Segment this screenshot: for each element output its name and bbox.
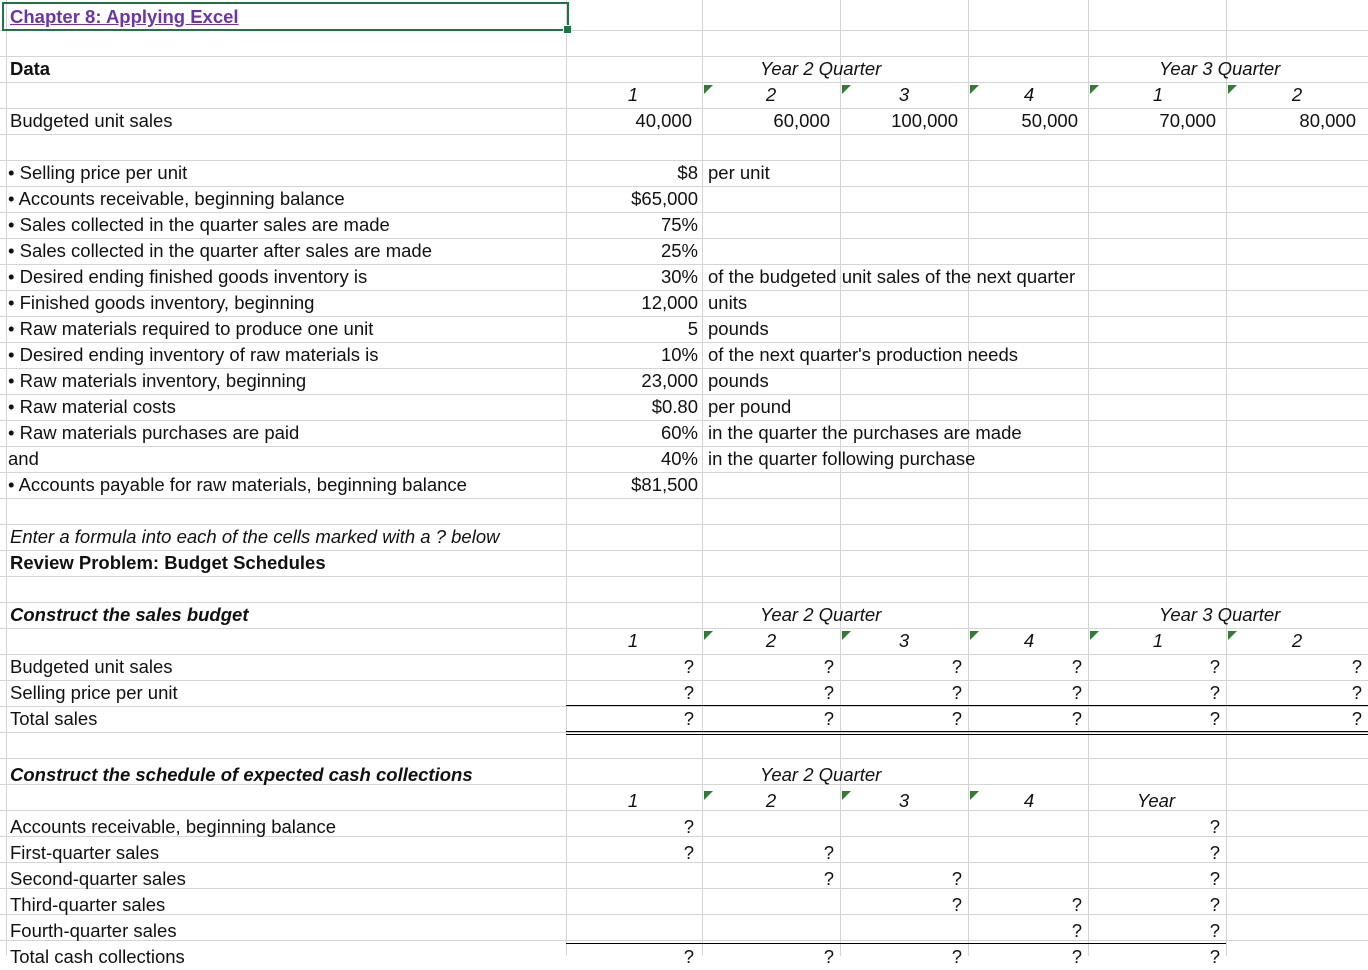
- cash-year-header: Year: [1137, 790, 1176, 811]
- assumption-value: 40%: [660, 448, 698, 469]
- assumption-note: in the quarter following purchase: [708, 448, 976, 469]
- assumption-note: pounds: [708, 318, 769, 339]
- cash-collections-row-label: Second-quarter sales: [10, 868, 186, 889]
- formula-cell: ?: [683, 682, 694, 703]
- budgeted-unit-sales-value: 50,000: [1021, 110, 1078, 131]
- column-gridline: [702, 0, 703, 956]
- formula-cell: ?: [823, 946, 834, 967]
- assumption-label: and: [8, 448, 39, 469]
- error-indicator-icon[interactable]: [704, 85, 713, 94]
- formula-cell: ?: [1209, 708, 1220, 729]
- assumption-label: • Desired ending finished goods inventory is: [8, 266, 368, 287]
- quarter-number: 3: [898, 790, 910, 811]
- formula-cell: ?: [1209, 894, 1220, 915]
- quarter-number: 2: [1291, 630, 1303, 651]
- formula-cell: ?: [1351, 708, 1362, 729]
- year2-quarter-header: Year 2 Quarter: [760, 58, 882, 79]
- row-gridline: [0, 134, 1368, 135]
- total-underline: [566, 734, 1368, 735]
- sales-year3-quarter-header: Year 3 Quarter: [1159, 604, 1281, 625]
- quarter-number: 4: [1023, 790, 1035, 811]
- budgeted-unit-sales-value: 40,000: [635, 110, 692, 131]
- formula-cell: ?: [683, 708, 694, 729]
- assumption-label: • Finished goods inventory, beginning: [8, 292, 315, 313]
- budgeted-unit-sales-value: 100,000: [891, 110, 958, 131]
- error-indicator-icon[interactable]: [1090, 85, 1099, 94]
- formula-cell: ?: [1209, 816, 1220, 837]
- assumption-note: in the quarter the purchases are made: [708, 422, 1022, 443]
- formula-cell: ?: [1071, 708, 1082, 729]
- cash-year2-quarter-header: Year 2 Quarter: [760, 764, 882, 785]
- formula-cell: ?: [1209, 868, 1220, 889]
- formula-cell: ?: [823, 656, 834, 677]
- assumption-label: • Sales collected in the quarter after sales are made: [8, 240, 432, 261]
- row-gridline: [0, 498, 1368, 499]
- quarter-number: 3: [898, 630, 910, 651]
- sales-budget-row-label: Selling price per unit: [10, 682, 178, 703]
- formula-cell: ?: [823, 708, 834, 729]
- assumption-label: • Raw materials required to produce one unit: [8, 318, 374, 339]
- total-underline: [566, 731, 1368, 732]
- assumption-note: per unit: [708, 162, 770, 183]
- quarter-number: 1: [627, 630, 639, 651]
- formula-cell: ?: [683, 656, 694, 677]
- formula-cell: ?: [951, 946, 962, 967]
- sales-budget-row-label: Budgeted unit sales: [10, 656, 173, 677]
- assumption-value: 25%: [660, 240, 698, 261]
- formula-cell: ?: [1209, 842, 1220, 863]
- budgeted-unit-sales-value: 70,000: [1159, 110, 1216, 131]
- assumption-value: $8: [677, 162, 698, 183]
- cash-collections-row-label: Accounts receivable, beginning balance: [10, 816, 337, 837]
- data-header: Data: [10, 58, 51, 79]
- assumption-value: 60%: [660, 422, 698, 443]
- quarter-number: 1: [627, 790, 639, 811]
- error-indicator-icon[interactable]: [842, 631, 851, 640]
- error-indicator-icon[interactable]: [704, 631, 713, 640]
- budgeted-unit-sales-label: Budgeted unit sales: [10, 110, 173, 131]
- formula-cell: ?: [1209, 920, 1220, 941]
- assumption-note: pounds: [708, 370, 769, 391]
- assumption-label: • Desired ending inventory of raw materials is: [8, 344, 379, 365]
- quarter-number: 3: [898, 84, 910, 105]
- error-indicator-icon[interactable]: [1228, 85, 1237, 94]
- formula-cell: ?: [951, 868, 962, 889]
- cash-collections-row-label: Third-quarter sales: [10, 894, 166, 915]
- column-gridline: [840, 0, 841, 956]
- budgeted-unit-sales-value: 60,000: [773, 110, 830, 131]
- formula-cell: ?: [823, 682, 834, 703]
- assumption-note: of the next quarter's production needs: [708, 344, 1019, 365]
- assumption-label: • Accounts receivable, beginning balance: [8, 188, 345, 209]
- year3-quarter-header: Year 3 Quarter: [1159, 58, 1281, 79]
- formula-cell: ?: [1071, 946, 1082, 967]
- row-gridline: [0, 576, 1368, 577]
- assumption-value: 10%: [660, 344, 698, 365]
- cash-collections-row-label: Total cash collections: [10, 946, 185, 967]
- formula-cell: ?: [1351, 656, 1362, 677]
- sales-budget-heading: Construct the sales budget: [10, 604, 249, 625]
- formula-cell: ?: [1071, 656, 1082, 677]
- row-gridline: [0, 758, 1368, 759]
- instruction-text: Enter a formula into each of the cells marked with a ? below: [10, 526, 500, 547]
- assumption-value: 30%: [660, 266, 698, 287]
- formula-cell: ?: [1071, 682, 1082, 703]
- formula-cell: ?: [951, 656, 962, 677]
- quarter-number: 2: [765, 630, 777, 651]
- formula-cell: ?: [951, 894, 962, 915]
- assumption-value: 23,000: [641, 370, 698, 391]
- assumption-label: • Accounts payable for raw materials, beginning balance: [8, 474, 467, 495]
- budgeted-unit-sales-value: 80,000: [1299, 110, 1356, 131]
- total-underline: [566, 943, 1226, 944]
- assumption-value: $0.80: [651, 396, 698, 417]
- error-indicator-icon[interactable]: [970, 631, 979, 640]
- error-indicator-icon[interactable]: [842, 791, 851, 800]
- assumption-label: • Raw materials inventory, beginning: [8, 370, 307, 391]
- column-gridline: [1226, 0, 1227, 956]
- fill-handle[interactable]: [563, 25, 572, 34]
- formula-cell: ?: [1209, 946, 1220, 967]
- error-indicator-icon[interactable]: [842, 85, 851, 94]
- column-gridline: [968, 0, 969, 956]
- error-indicator-icon[interactable]: [704, 791, 713, 800]
- quarter-number: 2: [765, 84, 777, 105]
- formula-cell: ?: [823, 842, 834, 863]
- quarter-number: 1: [1152, 84, 1164, 105]
- formula-cell: ?: [951, 708, 962, 729]
- error-indicator-icon[interactable]: [1228, 631, 1237, 640]
- row-gridline: [0, 732, 1368, 733]
- formula-cell: ?: [951, 682, 962, 703]
- assumption-value: $65,000: [631, 188, 698, 209]
- column-gridline: [1088, 0, 1089, 956]
- formula-cell: ?: [683, 842, 694, 863]
- formula-cell: ?: [1209, 656, 1220, 677]
- quarter-number: 2: [765, 790, 777, 811]
- assumption-note: per pound: [708, 396, 792, 417]
- formula-cell: ?: [1209, 682, 1220, 703]
- assumption-value: 12,000: [641, 292, 698, 313]
- formula-cell: ?: [683, 946, 694, 967]
- assumption-value: 75%: [660, 214, 698, 235]
- formula-cell: ?: [1351, 682, 1362, 703]
- error-indicator-icon[interactable]: [1090, 631, 1099, 640]
- total-underline: [566, 705, 1368, 706]
- assumption-label: • Sales collected in the quarter sales are made: [8, 214, 390, 235]
- formula-cell: ?: [1071, 920, 1082, 941]
- sales-year2-quarter-header: Year 2 Quarter: [760, 604, 882, 625]
- sales-budget-row-label: Total sales: [10, 708, 98, 729]
- quarter-number: 1: [627, 84, 639, 105]
- assumption-label: • Raw materials purchases are paid: [8, 422, 300, 443]
- assumption-value: $81,500: [631, 474, 698, 495]
- assumption-note: units: [708, 292, 748, 313]
- quarter-number: 4: [1023, 84, 1035, 105]
- assumption-label: • Raw material costs: [8, 396, 176, 417]
- review-title: Review Problem: Budget Schedules: [10, 552, 326, 573]
- formula-cell: ?: [683, 816, 694, 837]
- column-gridline: [6, 0, 7, 956]
- sheet-title: Chapter 8: Applying Excel: [10, 6, 239, 27]
- assumption-value: 5: [687, 318, 698, 339]
- cash-collections-row-label: Fourth-quarter sales: [10, 920, 177, 941]
- cash-collections-row-label: First-quarter sales: [10, 842, 160, 863]
- formula-cell: ?: [1071, 894, 1082, 915]
- quarter-number: 2: [1291, 84, 1303, 105]
- quarter-number: 1: [1152, 630, 1164, 651]
- formula-cell: ?: [823, 868, 834, 889]
- error-indicator-icon[interactable]: [970, 85, 979, 94]
- assumption-label: • Selling price per unit: [8, 162, 188, 183]
- error-indicator-icon[interactable]: [970, 791, 979, 800]
- assumption-note: of the budgeted unit sales of the next quarter: [708, 266, 1076, 287]
- cash-collections-heading: Construct the schedule of expected cash collections: [10, 764, 473, 785]
- quarter-number: 4: [1023, 630, 1035, 651]
